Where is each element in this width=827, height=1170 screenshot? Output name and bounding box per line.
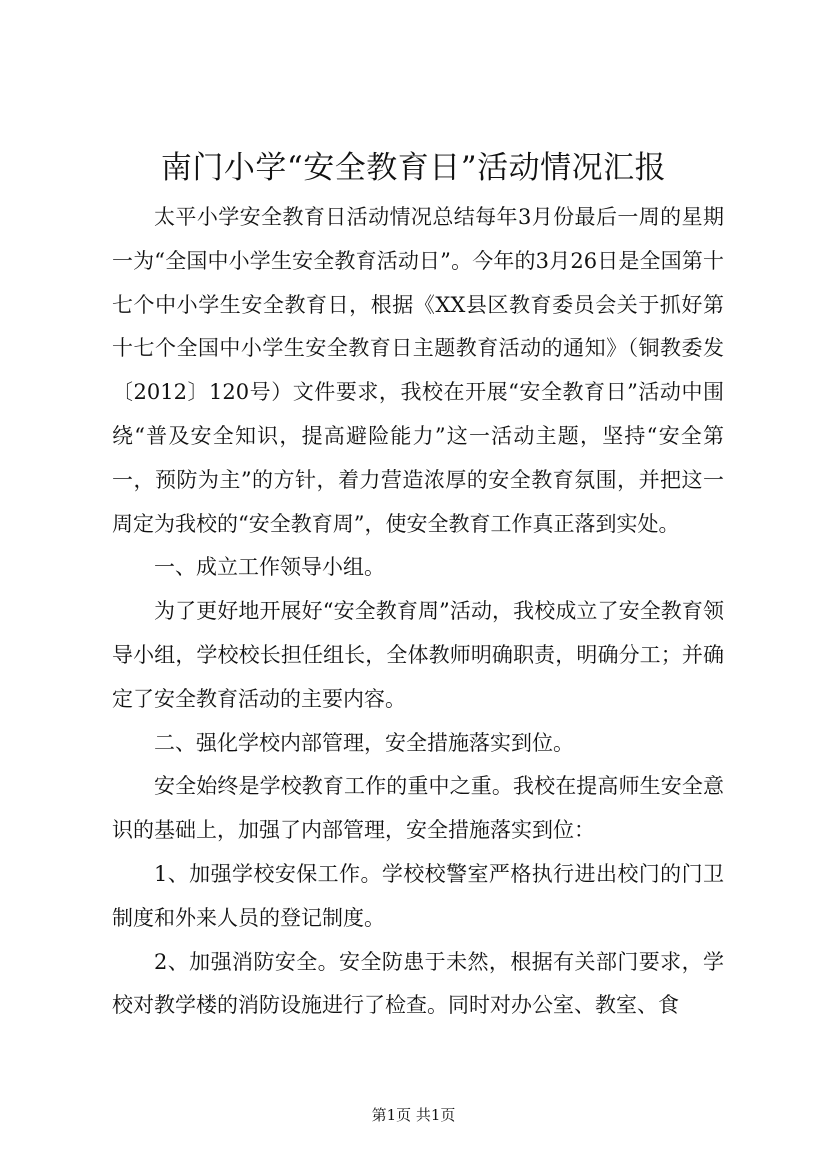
page-number-footer: 第1页 共1页 bbox=[371, 1106, 456, 1124]
document-title: 南门小学“安全教育日”活动情况汇报 bbox=[160, 150, 667, 186]
document-body bbox=[112, 196, 724, 1028]
list-item-fire-safety: 2、加强消防安全。安全防患于未然，根据有关部门要求，学校对教学楼的消防设施进行了检查。同时对办公室、教室、食 bbox=[112, 949, 724, 1018]
list-item-security: 1、加强学校安保工作。学校校警室严格执行进出校门的门卫制度和外来人员的登记制度。 bbox=[112, 861, 724, 930]
section-heading-2: 二、强化学校内部管理，安全措施落实到位。 bbox=[154, 730, 574, 755]
paragraph-management: 安全始终是学校教育工作的重中之重。我校在提高师生安全意识的基础上，加强了内部管理，安全措施落实到位： bbox=[112, 774, 724, 843]
section-heading-1: 一、成立工作领导小组。 bbox=[154, 555, 385, 580]
paragraph-leadership: 为了更好地开展好“安全教育周”活动，我校成立了安全教育领导小组，学校校长担任组长，全体教师明确职责，明确分工；并确定了安全教育活动的主要内容。 bbox=[112, 599, 724, 711]
paragraph-intro: 太平小学安全教育日活动情况总结每年3月份最后一周的星期一为“全国中小学生安全教育活动日”。今年的3月26日是全国第十七个中小学生安全教育日，根据《XX县区教育委员会关于抓好第十七个全国中小学生安全教育日主题教育活动的通知》（铜教委发〔2012〕120号）文件要求，我校在开展“安全教育日”活动中围绕“普及安全知识，提高避险能力”这一活动主题，坚持“安全第一，预防为主”的方针，着力营造浓厚的安全教育氛围，并把这一周定为我校的“安全教育周”，使安全教育工作真正落到实处。 bbox=[112, 205, 724, 536]
